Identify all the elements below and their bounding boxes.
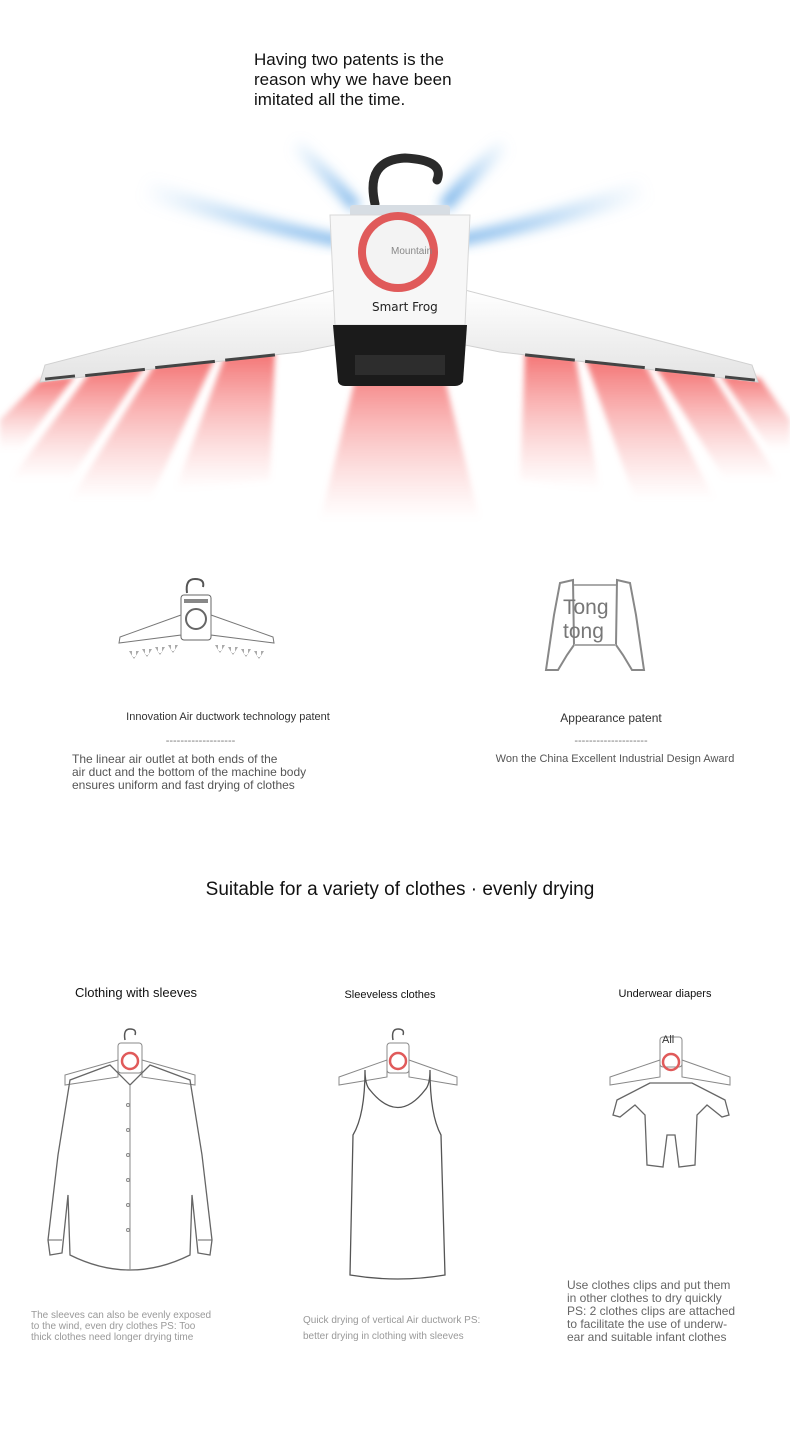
appearance-icon-text-2: tong bbox=[563, 620, 604, 643]
patent-divider-airflow: ------------------- bbox=[165, 735, 236, 747]
headline: Having two patents is the reason why we have been imitated all the time. bbox=[254, 50, 452, 109]
section-title: Suitable for a variety of clothes · evenly drying bbox=[205, 879, 595, 900]
patent-divider-appearance: -------------------- bbox=[574, 735, 648, 747]
patent-caption-appearance: Appearance patent bbox=[560, 711, 662, 725]
patent-description-airflow: The linear air outlet at both ends of the air duct and the bottom of the machine body ensures uniform and fast drying of clothes bbox=[72, 752, 307, 792]
baby-clothes-illustration bbox=[605, 1025, 735, 1175]
patent-caption-airflow: Innovation Air ductwork technology patent bbox=[126, 711, 330, 723]
hero-center-label: Mountain bbox=[391, 246, 433, 257]
category-note-underwear: Use clothes clips and put them in other clothes to dry quickly PS: 2 clothes clips are attached to facilitate the use of underw- ear and suitable infant clothes bbox=[567, 1278, 736, 1344]
airflow-patent-icon bbox=[115, 575, 280, 675]
category-note-sleeveless: Quick drying of vertical Air ductwork PS: better drying in clothing with sleeves bbox=[303, 1315, 481, 1342]
hero-dryer-illustration bbox=[0, 120, 790, 550]
hanger-text-all: All bbox=[662, 1034, 675, 1046]
category-label-sleeves: Clothing with sleeves bbox=[74, 985, 198, 1000]
patent-description-appearance: Won the China Excellent Industrial Design Award bbox=[495, 753, 735, 765]
appearance-icon-text-1: Tong bbox=[563, 596, 609, 619]
category-label-underwear: Underwear diapers bbox=[618, 988, 712, 1000]
sleeveless-top-illustration bbox=[335, 1025, 460, 1285]
hero-brand: Smart Frog bbox=[372, 300, 438, 314]
sleeved-shirt-illustration bbox=[40, 1025, 220, 1280]
category-label-sleeveless: Sleeveless clothes bbox=[344, 989, 436, 1001]
category-note-sleeves: The sleeves can also be evenly exposed to the wind, even dry clothes PS: Too thick clothes need longer drying time bbox=[31, 1310, 212, 1343]
